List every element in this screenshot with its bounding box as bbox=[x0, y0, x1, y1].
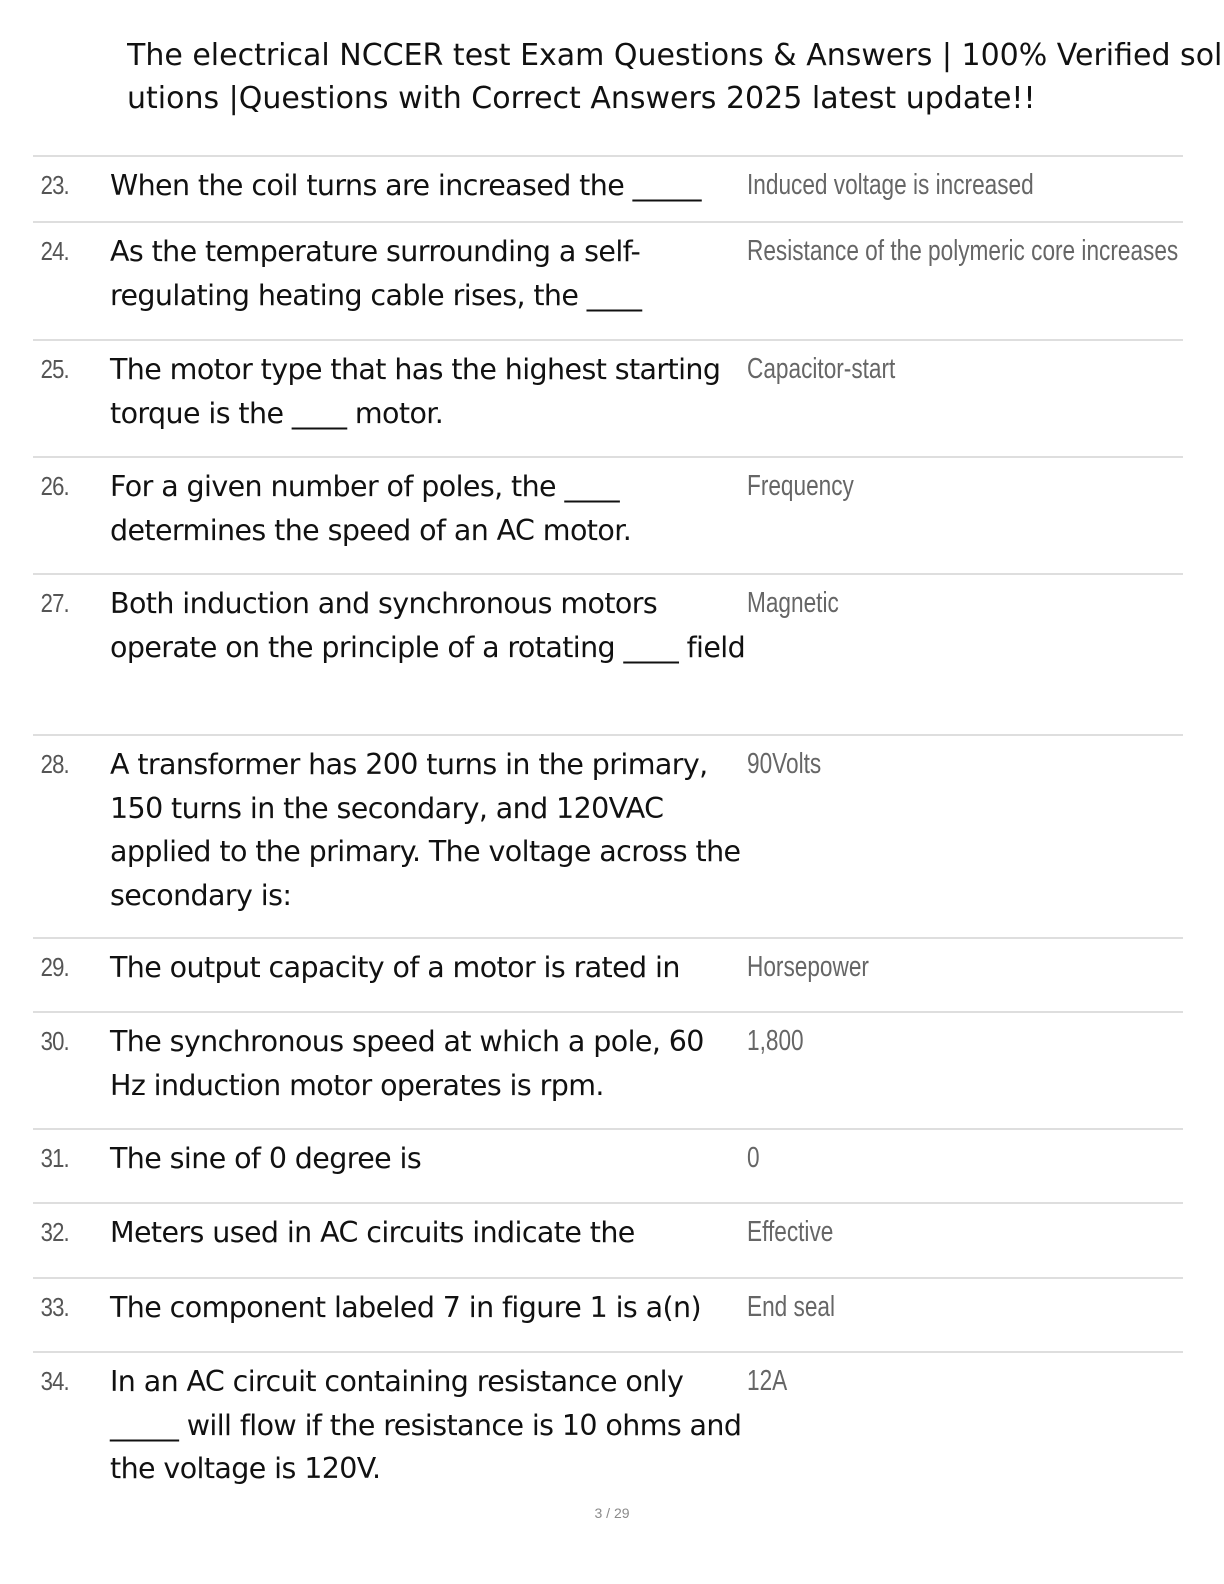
qa-table bbox=[33, 155, 1183, 1503]
question-number: 30. bbox=[40, 1026, 69, 1056]
answer-text: 0 bbox=[747, 1142, 760, 1174]
question-text: In an AC circuit containing resistance only _____ will flow if the resistance is 10 ohms and the voltage is 120V. bbox=[110, 1365, 742, 1485]
question-text: The motor type that has the highest starting torque is the ____ motor. bbox=[110, 353, 721, 430]
question-text: The output capacity of a motor is rated in bbox=[110, 951, 680, 984]
page-number: 3 / 29 bbox=[594, 1505, 630, 1521]
qa-row bbox=[33, 157, 1183, 223]
question-text: The synchronous speed at which a pole, 60 Hz induction motor operates is rpm. bbox=[110, 1025, 704, 1102]
answer-text: Resistance of the polymeric core increases bbox=[747, 235, 1179, 267]
answer-text: Induced voltage is increased bbox=[747, 169, 1034, 201]
question-text: For a given number of poles, the ____ determines the speed of an AC motor. bbox=[110, 470, 632, 547]
question-text: When the coil turns are increased the _____ bbox=[110, 169, 701, 202]
answer-text: 90Volts bbox=[747, 748, 822, 780]
question-number: 32. bbox=[40, 1217, 69, 1247]
question-number: 26. bbox=[40, 471, 69, 501]
question-number: 23. bbox=[40, 170, 69, 200]
qa-row bbox=[33, 575, 1183, 736]
qa-row bbox=[33, 736, 1183, 939]
qa-row bbox=[33, 1279, 1183, 1353]
answer-text: Capacitor-start bbox=[747, 353, 896, 385]
question-number: 27. bbox=[40, 588, 69, 618]
qa-row bbox=[33, 223, 1183, 341]
qa-row bbox=[33, 1204, 1183, 1279]
question-text: The component labeled 7 in figure 1 is a(n) bbox=[110, 1291, 701, 1324]
answer-text: Frequency bbox=[747, 470, 854, 502]
answer-text: Horsepower bbox=[747, 951, 869, 983]
question-number: 29. bbox=[40, 952, 69, 982]
question-number: 25. bbox=[40, 354, 69, 384]
answer-text: 1,800 bbox=[747, 1025, 804, 1057]
qa-row bbox=[33, 458, 1183, 575]
qa-row bbox=[33, 1130, 1183, 1204]
answer-text: Effective bbox=[747, 1216, 834, 1248]
question-number: 24. bbox=[40, 236, 69, 266]
document-title: The electrical NCCER test Exam Questions & Answers | 100% Verified solutions |Questions with Correct Answers 2025 latest update!! bbox=[127, 38, 1223, 116]
question-number: 31. bbox=[40, 1143, 69, 1173]
question-text: A transformer has 200 turns in the primary, 150 turns in the secondary, and 120VAC applied to the primary. The voltage across the secondary is: bbox=[110, 748, 741, 912]
question-text: As the temperature surrounding a self-regulating heating cable rises, the ____ bbox=[110, 235, 642, 312]
question-number: 33. bbox=[40, 1292, 69, 1322]
answer-text: Magnetic bbox=[747, 587, 839, 619]
qa-row bbox=[33, 1013, 1183, 1130]
question-text: Meters used in AC circuits indicate the bbox=[110, 1216, 635, 1249]
question-text: Both induction and synchronous motors operate on the principle of a rotating ____ field bbox=[110, 587, 746, 664]
answer-text: 12A bbox=[747, 1365, 788, 1397]
question-text: The sine of 0 degree is bbox=[110, 1142, 422, 1175]
qa-row bbox=[33, 939, 1183, 1013]
qa-row bbox=[33, 341, 1183, 458]
qa-row bbox=[33, 1353, 1183, 1503]
answer-text: End seal bbox=[747, 1291, 836, 1323]
question-number: 28. bbox=[40, 749, 69, 779]
question-number: 34. bbox=[40, 1366, 69, 1396]
